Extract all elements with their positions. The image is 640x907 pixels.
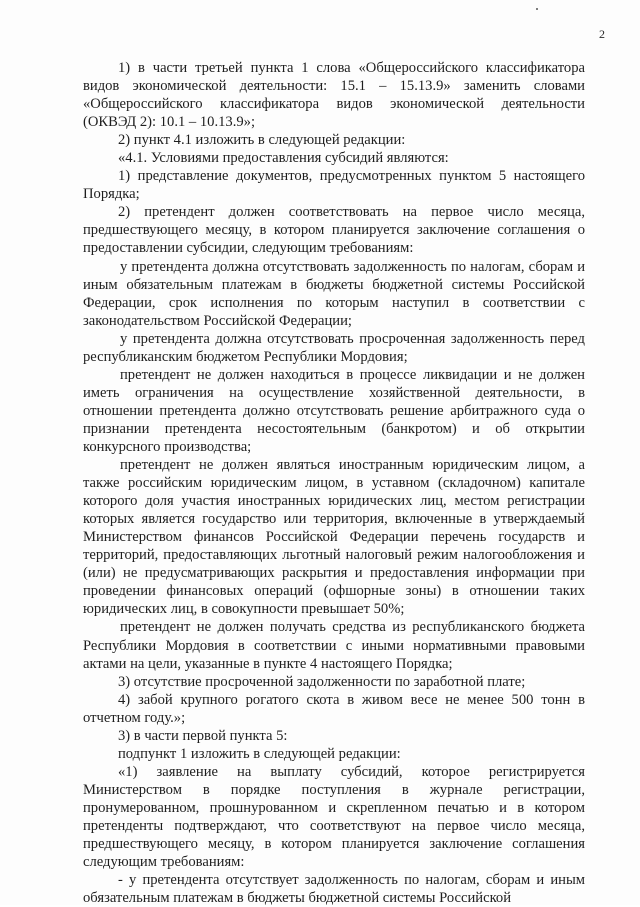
paragraph: 3) отсутствие просроченной задолженности по заработной плате; [118,673,526,690]
paragraph: «1) заявление на выплату субсидий, которое регистрируется Министерством в порядке поступления в журнале регистрации, пронумерованном, прошнурованном и скрепленном печатью и в котором претенденты подтверждают, что соответствуют на первое число месяца, предшествующего месяцу, в котором планируется заключение соглашения следующим требованиям: [83,763,585,871]
paragraph: подпункт 1 изложить в следующей редакции: [118,745,401,762]
paragraph: - у претендента отсутствует задолженность по налогам, сборам и иным обязательным платежам в бюджеты бюджетной системы Российской [83,872,585,907]
paragraph: 4) забой крупного рогатого скота в живом весе не менее 500 тонн в отчетном году.»; [83,691,585,726]
paragraph: претендент не должен являться иностранным юридическим лицом, а также российским юридическим лицом, в уставном (складочном) капитале которого доля участия иностранных юридических лиц, местом регистрации которых является государство или территория, включенные в утверждаемый Министерством финансов Российской Федерации перечень государств и территорий, предоставляющих льготный налоговый режим налогообложения и (или) не предусматривающих раскрытия и предоставления информации при проведении финансовых операций (офшорные зоны) в отношении таких юридических лиц, в совокупности превышает 50%; [83,457,585,618]
document-body [83,59,585,907]
paragraph: претендент не должен находиться в процессе ликвидации и не должен иметь ограничения на осуществление хозяйственной деятельности, в отношении претендента должно отсутствовать решение арбитражного суда о признании претендента несостоятельным (банкротом) и об открытии конкурсного производства; [83,366,585,455]
scan-speck [536,8,538,10]
paragraph: 3) в части первой пункта 5: [118,727,288,744]
paragraph: 2) пункт 4.1 изложить в следующей редакции: [118,132,406,149]
paragraph: у претендента должна отсутствовать задолженность по налогам, сборам и иным обязательным платежам в бюджеты бюджетной системы Российской Федерации, срок исполнения по которым наступил в соответствии с законодательством Российской Федерации; [83,258,585,329]
paragraph: претендент не должен получать средства из республиканского бюджета Республики Мордовия в соответствии с иными нормативными правовыми актами на цели, указанные в пункте 4 настоящего Порядка; [83,619,585,672]
paragraph: 1) представление документов, предусмотренных пунктом 5 настоящего Порядка; [83,168,585,203]
paragraph: у претендента должна отсутствовать просроченная задолженность перед республиканским бюджетом Республики Мордовия; [83,330,585,365]
paragraph: 1) в части третьей пункта 1 слова «Общероссийского классификатора видов экономической деятельности: 15.1 – 15.13.9» заменить словами «Общероссийского классификатора видов экономической деятельности (ОКВЭД 2): 10.1 – 10.13.9»; [83,60,585,131]
page-number: 2 [599,27,605,41]
paragraph: «4.1. Условиями предоставления субсидий являются: [118,150,449,167]
paragraph: 2) претендент должен соответствовать на первое число месяца, предшествующего месяцу, в котором планируется заключение соглашения о предоставлении субсидии, следующим требованиям: [83,204,585,257]
